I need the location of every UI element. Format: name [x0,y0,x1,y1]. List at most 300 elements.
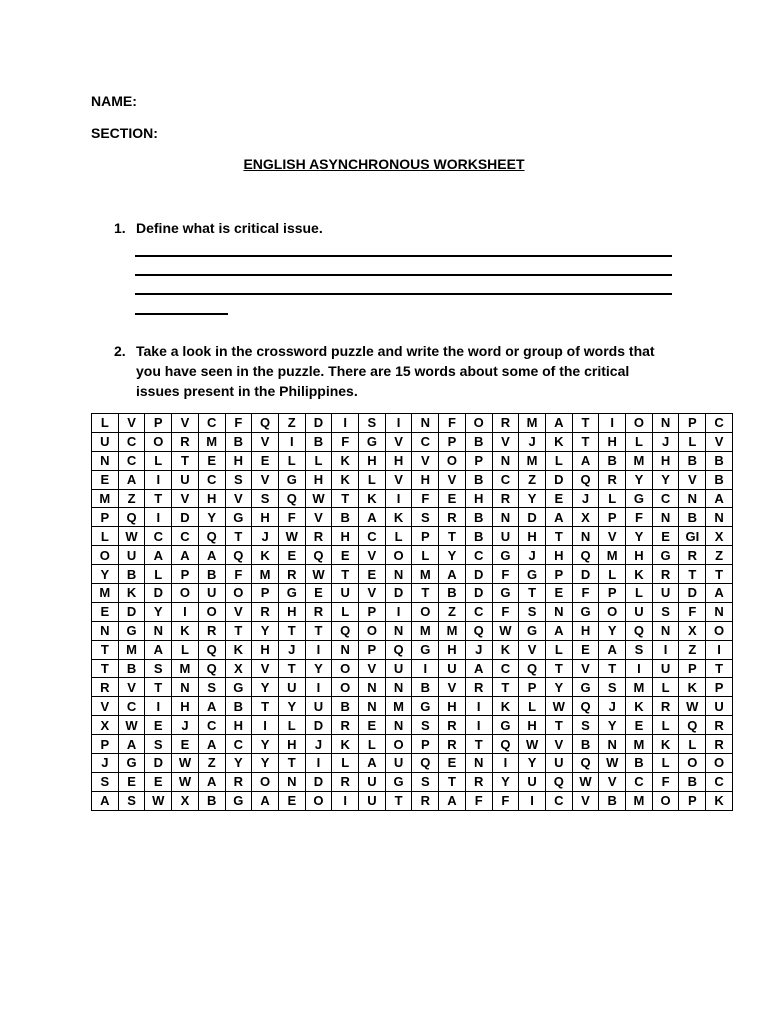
grid-cell[interactable]: D [305,414,332,433]
grid-cell[interactable]: Q [385,640,412,659]
grid-cell[interactable]: G [412,640,439,659]
grid-cell[interactable]: V [519,640,546,659]
grid-cell[interactable]: A [359,508,386,527]
grid-cell[interactable]: B [439,584,466,603]
grid-cell[interactable]: N [572,527,599,546]
grid-cell[interactable]: K [172,621,199,640]
grid-cell[interactable]: B [412,678,439,697]
grid-cell[interactable]: Z [278,414,305,433]
grid-cell[interactable]: B [305,432,332,451]
grid-cell[interactable]: A [92,791,119,810]
grid-cell[interactable]: V [118,678,145,697]
grid-cell[interactable]: Y [225,754,252,773]
grid-cell[interactable]: L [145,565,172,584]
grid-cell[interactable]: U [359,772,386,791]
grid-cell[interactable]: F [492,791,519,810]
grid-cell[interactable]: V [225,602,252,621]
grid-cell[interactable]: V [225,489,252,508]
grid-cell[interactable]: P [92,735,119,754]
grid-cell[interactable]: L [679,735,706,754]
grid-cell[interactable]: M [519,451,546,470]
grid-cell[interactable]: B [332,508,359,527]
grid-cell[interactable]: Y [626,470,653,489]
grid-cell[interactable]: U [652,584,679,603]
grid-cell[interactable]: B [225,432,252,451]
grid-cell[interactable]: F [225,414,252,433]
grid-cell[interactable]: P [679,414,706,433]
grid-cell[interactable]: T [278,754,305,773]
grid-cell[interactable]: H [465,489,492,508]
grid-cell[interactable]: V [92,697,119,716]
grid-cell[interactable]: E [198,451,225,470]
grid-cell[interactable]: H [519,527,546,546]
grid-cell[interactable]: J [599,697,626,716]
grid-cell[interactable]: P [145,414,172,433]
grid-cell[interactable]: N [359,678,386,697]
grid-cell[interactable]: G [118,754,145,773]
grid-cell[interactable]: W [679,697,706,716]
grid-cell[interactable]: O [599,602,626,621]
grid-cell[interactable]: F [332,432,359,451]
grid-cell[interactable]: E [572,640,599,659]
grid-cell[interactable]: L [359,735,386,754]
grid-cell[interactable]: L [278,716,305,735]
grid-cell[interactable]: H [545,546,572,565]
grid-cell[interactable]: F [652,772,679,791]
grid-cell[interactable]: I [385,414,412,433]
grid-cell[interactable]: P [412,735,439,754]
grid-cell[interactable]: Z [519,470,546,489]
grid-cell[interactable]: K [492,697,519,716]
grid-cell[interactable]: C [492,470,519,489]
grid-cell[interactable]: G [572,678,599,697]
grid-cell[interactable]: V [439,470,466,489]
grid-cell[interactable]: I [305,640,332,659]
grid-cell[interactable]: Y [252,621,279,640]
grid-cell[interactable]: R [278,565,305,584]
grid-cell[interactable]: F [278,508,305,527]
grid-cell[interactable]: F [572,584,599,603]
grid-cell[interactable]: U [652,659,679,678]
grid-cell[interactable]: M [385,697,412,716]
grid-cell[interactable]: X [225,659,252,678]
grid-cell[interactable]: V [252,432,279,451]
grid-cell[interactable]: K [626,565,653,584]
grid-cell[interactable]: O [385,735,412,754]
grid-cell[interactable]: V [252,659,279,678]
grid-cell[interactable]: Q [252,414,279,433]
grid-cell[interactable]: W [145,791,172,810]
grid-cell[interactable]: L [305,451,332,470]
grid-cell[interactable]: P [599,508,626,527]
grid-cell[interactable]: A [465,659,492,678]
grid-cell[interactable]: U [278,678,305,697]
grid-cell[interactable]: L [652,754,679,773]
grid-cell[interactable]: Q [118,508,145,527]
grid-cell[interactable]: V [305,508,332,527]
grid-cell[interactable]: O [706,754,733,773]
grid-cell[interactable]: K [545,432,572,451]
grid-cell[interactable]: T [679,565,706,584]
grid-cell[interactable]: I [252,716,279,735]
grid-cell[interactable]: Q [198,659,225,678]
grid-cell[interactable]: D [145,584,172,603]
grid-cell[interactable]: R [706,735,733,754]
grid-cell[interactable]: A [706,584,733,603]
grid-cell[interactable]: T [706,659,733,678]
grid-cell[interactable]: L [652,678,679,697]
grid-cell[interactable]: X [172,791,199,810]
grid-cell[interactable]: U [385,754,412,773]
grid-cell[interactable]: T [519,584,546,603]
grid-cell[interactable]: M [626,678,653,697]
grid-cell[interactable]: B [465,470,492,489]
answer-line-1[interactable] [135,255,672,257]
grid-cell[interactable]: U [706,697,733,716]
grid-cell[interactable]: R [652,565,679,584]
grid-cell[interactable]: S [225,470,252,489]
grid-cell[interactable]: O [172,584,199,603]
grid-cell[interactable]: N [652,508,679,527]
grid-cell[interactable]: B [198,791,225,810]
grid-cell[interactable]: B [118,565,145,584]
grid-cell[interactable]: A [198,772,225,791]
grid-cell[interactable]: I [412,659,439,678]
grid-cell[interactable]: L [626,432,653,451]
grid-cell[interactable]: C [545,791,572,810]
grid-cell[interactable]: I [706,640,733,659]
grid-cell[interactable]: Q [572,697,599,716]
grid-cell[interactable]: J [465,640,492,659]
grid-cell[interactable]: H [198,489,225,508]
grid-cell[interactable]: Q [572,546,599,565]
grid-cell[interactable]: W [172,754,199,773]
grid-cell[interactable]: X [92,716,119,735]
grid-cell[interactable]: A [439,565,466,584]
grid-cell[interactable]: Y [305,659,332,678]
grid-cell[interactable]: V [679,470,706,489]
grid-cell[interactable]: C [492,659,519,678]
grid-cell[interactable]: V [359,584,386,603]
grid-cell[interactable]: Z [198,754,225,773]
grid-cell[interactable]: R [465,678,492,697]
grid-cell[interactable]: F [412,489,439,508]
grid-cell[interactable]: T [545,527,572,546]
grid-cell[interactable]: J [652,432,679,451]
grid-cell[interactable]: K [332,470,359,489]
grid-cell[interactable]: D [545,470,572,489]
grid-cell[interactable]: Y [545,678,572,697]
grid-cell[interactable]: N [706,508,733,527]
grid-cell[interactable]: P [359,640,386,659]
grid-cell[interactable]: Q [679,716,706,735]
grid-cell[interactable]: H [519,716,546,735]
grid-cell[interactable]: N [385,565,412,584]
grid-cell[interactable]: T [412,584,439,603]
grid-cell[interactable]: N [465,754,492,773]
grid-cell[interactable]: C [652,489,679,508]
grid-cell[interactable]: N [492,508,519,527]
grid-cell[interactable]: Q [412,754,439,773]
grid-cell[interactable]: U [332,584,359,603]
grid-cell[interactable]: A [172,546,199,565]
grid-cell[interactable]: V [118,414,145,433]
grid-cell[interactable]: P [412,527,439,546]
grid-cell[interactable]: B [679,772,706,791]
grid-cell[interactable]: N [652,414,679,433]
grid-cell[interactable]: O [252,772,279,791]
grid-cell[interactable]: D [385,584,412,603]
grid-cell[interactable]: G [572,602,599,621]
grid-cell[interactable]: B [465,432,492,451]
grid-cell[interactable]: C [359,527,386,546]
grid-cell[interactable]: J [252,527,279,546]
grid-cell[interactable]: H [225,451,252,470]
grid-cell[interactable]: N [332,640,359,659]
grid-cell[interactable]: K [332,735,359,754]
grid-cell[interactable]: R [92,678,119,697]
grid-cell[interactable]: U [305,697,332,716]
grid-cell[interactable]: P [519,678,546,697]
grid-cell[interactable]: F [679,602,706,621]
grid-cell[interactable]: D [465,565,492,584]
grid-cell[interactable]: G [278,584,305,603]
grid-cell[interactable]: T [385,791,412,810]
grid-cell[interactable]: S [92,772,119,791]
grid-cell[interactable]: R [465,772,492,791]
grid-cell[interactable]: H [439,640,466,659]
grid-cell[interactable]: I [172,602,199,621]
grid-cell[interactable]: O [225,584,252,603]
grid-cell[interactable]: F [465,791,492,810]
grid-cell[interactable]: A [252,791,279,810]
grid-cell[interactable]: K [492,640,519,659]
grid-cell[interactable]: H [252,508,279,527]
grid-cell[interactable]: N [545,602,572,621]
grid-cell[interactable]: GI [679,527,706,546]
grid-cell[interactable]: E [359,716,386,735]
grid-cell[interactable]: H [225,716,252,735]
grid-cell[interactable]: P [599,584,626,603]
grid-cell[interactable]: W [572,772,599,791]
grid-cell[interactable]: M [439,621,466,640]
grid-cell[interactable]: T [572,432,599,451]
grid-cell[interactable]: O [706,621,733,640]
grid-cell[interactable]: Q [519,659,546,678]
grid-cell[interactable]: O [679,754,706,773]
grid-cell[interactable]: A [198,546,225,565]
grid-cell[interactable]: B [599,451,626,470]
grid-cell[interactable]: Z [439,602,466,621]
grid-cell[interactable]: Y [252,678,279,697]
grid-cell[interactable]: V [359,546,386,565]
grid-cell[interactable]: G [359,432,386,451]
grid-cell[interactable]: N [412,414,439,433]
grid-cell[interactable]: T [545,716,572,735]
grid-cell[interactable]: G [278,470,305,489]
grid-cell[interactable]: K [118,584,145,603]
grid-cell[interactable]: A [545,621,572,640]
grid-cell[interactable]: S [572,716,599,735]
grid-cell[interactable]: V [252,470,279,489]
grid-cell[interactable]: J [572,489,599,508]
answer-line-3[interactable] [135,293,672,295]
grid-cell[interactable]: H [172,697,199,716]
grid-cell[interactable]: C [118,432,145,451]
grid-cell[interactable]: B [198,565,225,584]
grid-cell[interactable]: T [92,659,119,678]
grid-cell[interactable]: E [278,791,305,810]
grid-cell[interactable]: N [172,678,199,697]
grid-cell[interactable]: L [599,565,626,584]
grid-cell[interactable]: L [92,527,119,546]
grid-cell[interactable]: W [172,772,199,791]
grid-cell[interactable]: P [359,602,386,621]
grid-cell[interactable]: I [465,697,492,716]
grid-cell[interactable]: V [572,791,599,810]
grid-cell[interactable]: H [626,546,653,565]
grid-cell[interactable]: G [492,546,519,565]
grid-cell[interactable]: G [519,621,546,640]
grid-cell[interactable]: I [599,414,626,433]
grid-cell[interactable]: I [652,640,679,659]
grid-cell[interactable]: T [225,621,252,640]
grid-cell[interactable]: S [145,735,172,754]
grid-cell[interactable]: M [118,640,145,659]
grid-cell[interactable]: M [198,432,225,451]
grid-cell[interactable]: V [385,432,412,451]
grid-cell[interactable]: E [439,489,466,508]
grid-cell[interactable]: O [465,414,492,433]
grid-cell[interactable]: R [332,772,359,791]
grid-cell[interactable]: G [626,489,653,508]
grid-cell[interactable]: E [252,451,279,470]
grid-cell[interactable]: D [305,716,332,735]
grid-cell[interactable]: P [679,659,706,678]
grid-cell[interactable]: O [198,602,225,621]
grid-cell[interactable]: Q [572,754,599,773]
grid-cell[interactable]: I [626,659,653,678]
grid-cell[interactable]: V [172,414,199,433]
grid-cell[interactable]: Q [465,621,492,640]
grid-cell[interactable]: B [679,451,706,470]
grid-cell[interactable]: N [385,621,412,640]
grid-cell[interactable]: I [519,791,546,810]
grid-cell[interactable]: Y [439,546,466,565]
grid-cell[interactable]: C [118,451,145,470]
grid-cell[interactable]: Y [252,735,279,754]
grid-cell[interactable]: G [385,772,412,791]
grid-cell[interactable]: R [599,470,626,489]
grid-cell[interactable]: I [145,697,172,716]
grid-cell[interactable]: C [198,414,225,433]
grid-cell[interactable]: T [706,565,733,584]
grid-cell[interactable]: T [332,489,359,508]
grid-cell[interactable]: W [519,735,546,754]
grid-cell[interactable]: V [359,659,386,678]
grid-cell[interactable]: P [545,565,572,584]
grid-cell[interactable]: T [145,489,172,508]
answer-line-2[interactable] [135,274,672,276]
grid-cell[interactable]: U [118,546,145,565]
grid-cell[interactable]: I [332,414,359,433]
grid-cell[interactable]: R [439,508,466,527]
grid-cell[interactable]: S [198,678,225,697]
grid-cell[interactable]: F [492,602,519,621]
grid-cell[interactable]: A [118,735,145,754]
grid-cell[interactable]: B [572,735,599,754]
grid-cell[interactable]: H [278,735,305,754]
grid-cell[interactable]: Z [118,489,145,508]
grid-cell[interactable]: P [252,584,279,603]
grid-cell[interactable]: Y [492,772,519,791]
grid-cell[interactable]: H [332,527,359,546]
grid-cell[interactable]: V [545,735,572,754]
grid-cell[interactable]: S [412,716,439,735]
grid-cell[interactable]: U [172,470,199,489]
grid-cell[interactable]: B [332,697,359,716]
grid-cell[interactable]: G [225,791,252,810]
grid-cell[interactable]: H [652,451,679,470]
grid-cell[interactable]: L [412,546,439,565]
grid-cell[interactable]: Z [706,546,733,565]
grid-cell[interactable]: C [118,697,145,716]
grid-cell[interactable]: Q [198,527,225,546]
grid-cell[interactable]: K [252,546,279,565]
grid-cell[interactable]: F [492,565,519,584]
grid-cell[interactable]: N [706,602,733,621]
answer-line-4[interactable] [135,313,228,315]
grid-cell[interactable]: W [278,527,305,546]
grid-cell[interactable]: L [626,584,653,603]
grid-cell[interactable]: C [465,602,492,621]
grid-cell[interactable]: Q [225,546,252,565]
grid-cell[interactable]: O [92,546,119,565]
grid-cell[interactable]: T [92,640,119,659]
grid-cell[interactable]: P [679,791,706,810]
grid-cell[interactable]: C [225,735,252,754]
grid-cell[interactable]: I [305,754,332,773]
grid-cell[interactable]: R [439,716,466,735]
grid-cell[interactable]: T [572,414,599,433]
grid-cell[interactable]: L [332,754,359,773]
grid-cell[interactable]: O [332,659,359,678]
grid-cell[interactable]: Q [545,772,572,791]
grid-cell[interactable]: E [305,584,332,603]
grid-cell[interactable]: B [706,451,733,470]
grid-cell[interactable]: I [145,508,172,527]
grid-cell[interactable]: V [439,678,466,697]
grid-cell[interactable]: W [599,754,626,773]
grid-cell[interactable]: M [626,791,653,810]
grid-cell[interactable]: O [359,621,386,640]
grid-cell[interactable]: T [278,659,305,678]
grid-cell[interactable]: J [172,716,199,735]
grid-cell[interactable]: U [519,772,546,791]
grid-cell[interactable]: A [572,451,599,470]
grid-cell[interactable]: M [519,414,546,433]
grid-cell[interactable]: X [706,527,733,546]
grid-cell[interactable]: L [545,640,572,659]
grid-cell[interactable]: Q [626,621,653,640]
grid-cell[interactable]: D [145,754,172,773]
grid-cell[interactable]: T [465,735,492,754]
grid-cell[interactable]: V [385,470,412,489]
grid-cell[interactable]: G [652,546,679,565]
grid-cell[interactable]: E [92,470,119,489]
grid-cell[interactable]: S [599,678,626,697]
grid-cell[interactable]: Q [332,621,359,640]
